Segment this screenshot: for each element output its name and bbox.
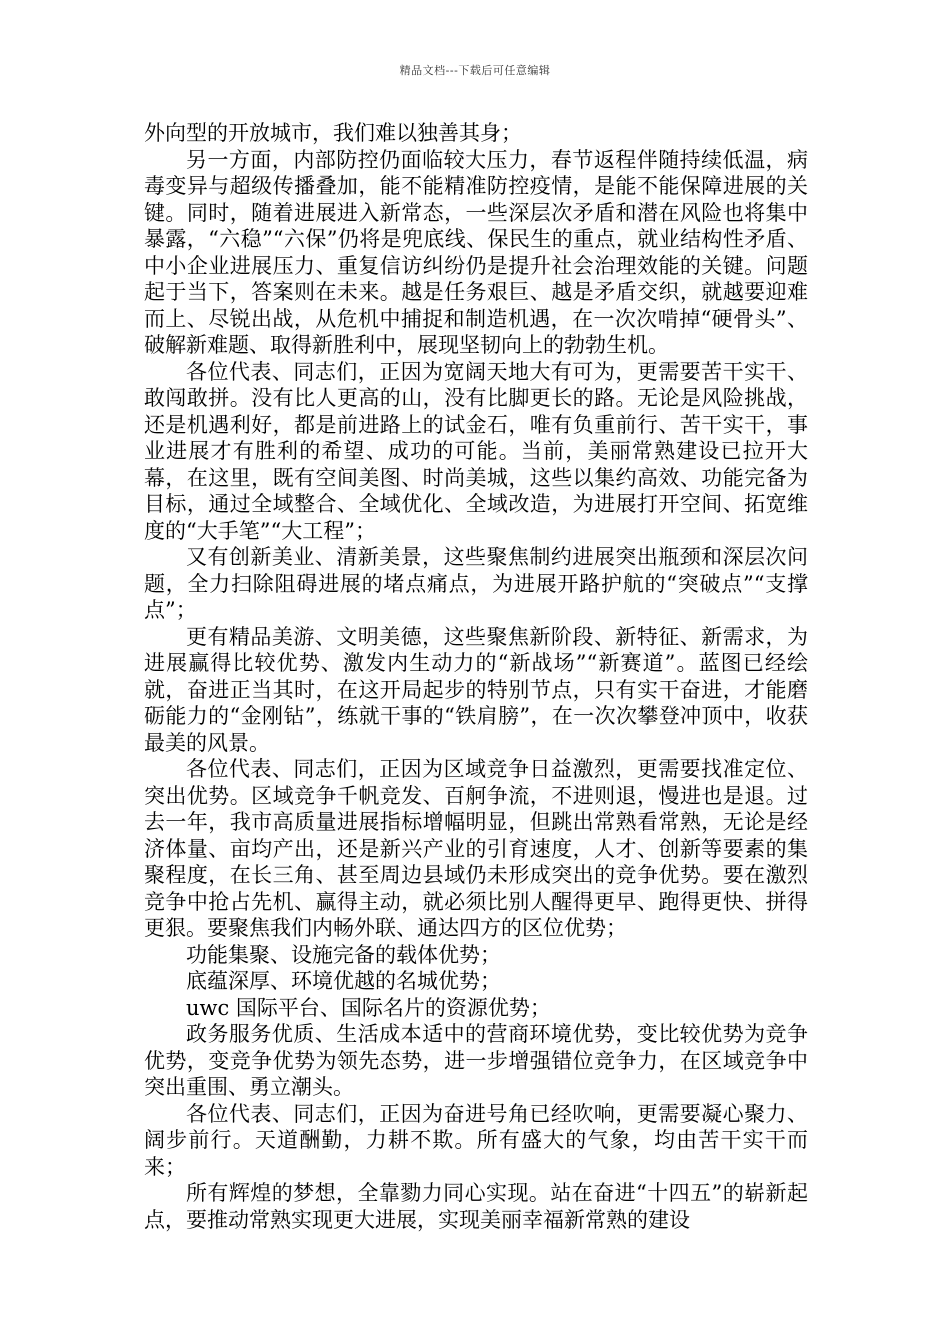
page-header: 精品文档---下载后可任意编辑	[399, 64, 551, 77]
paragraph-5: 更有精品美游、文明美德，这些聚焦新阶段、新特征、新需求，为进展赢得比较优势、激发内生动力的“新战场”“新赛道”。蓝图已经绘就，奋进正当其时，在这开局起步的特别节点，只有实干奋进，才能磨砺能力的“金刚钻”，练就干事的“铁肩膀”，在一次次攀登冲顶中，收获最美的风景。	[144, 624, 808, 755]
paragraph-6: 各位代表、同志们，正因为区域竞争日益激烈，更需要找准定位、突出优势。区域竞争千帆竞发、百舸争流，不进则退，慢进也是退。过去一年，我市高质量进展指标增幅明显，但跳出常熟看常熟，无论是经济体量、亩均产出，还是新兴产业的引育速度，人才、创新等要素的集聚程度，在长三角、甚至周边县域仍未形成突出的竞争优势。要在激烈竞争中抢占先机、赢得主动，就必须比别人醒得更早、跑得更快、拼得更狠。要聚焦我们内畅外联、通达四方的区位优势；	[144, 757, 808, 940]
paragraph-11: 各位代表、同志们，正因为奋进号角已经吹响，更需要凝心聚力、阔步前行。天道酬勤，力耕不欺。所有盛大的气象，均由苦干实干而来；	[144, 1101, 808, 1179]
paragraph-9: uwc 国际平台、国际名片的资源优势；	[186, 995, 551, 1020]
paragraph-12: 所有辉煌的梦想，全靠勠力同心实现。站在奋进“十四五”的崭新起点，要推动常熟实现更大进展，实现美丽幸福新常熟的建设	[144, 1181, 808, 1232]
document-body	[144, 120, 808, 1233]
paragraph-3: 各位代表、同志们，正因为宽阔天地大有可为，更需要苦干实干、敢闯敢拼。没有比人更高的山，没有比脚更长的路。无论是风险挑战，还是机遇利好，都是前进路上的试金石，唯有负重前行、苦干实干，事业进展才有胜利的希望、成功的可能。当前，美丽常熟建设已拉开大幕，在这里，既有空间美图、时尚美城，这些以集约高效、功能完备为目标，通过全域整合、全域优化、全域改造，为进展打开空间、拓宽维度的“大手笔”“大工程”；	[144, 359, 808, 543]
paragraph-4: 又有创新美业、清新美景，这些聚焦制约进展突出瓶颈和深层次问题，全力扫除阻碍进展的堵点痛点，为进展开路护航的“突破点”“支撑点”；	[144, 545, 808, 622]
paragraph-2: 另一方面，内部防控仍面临较大压力，春节返程伴随持续低温，病毒变异与超级传播叠加，能不能精准防控疫情，是能不能保障进展的关键。同时，随着进展进入新常态，一些深层次矛盾和潜在风险也将集中暴露，“六稳”“六保”仍将是兜底线、保民生的重点，就业结构性矛盾、中小企业进展压力、重复信访纠纷仍是提升社会治理效能的关键。问题起于当下，答案则在未来。越是任务艰巨、越是矛盾交织，就越要迎难而上、尽锐出战，从危机中捕捉和制造机遇，在一次次啃掉“硬骨头”、破解新难题、取得新胜利中，展现坚韧向上的勃勃生机。	[144, 147, 808, 357]
paragraph-7: 功能集聚、设施完备的载体优势；	[186, 942, 501, 967]
paragraph-1: 外向型的开放城市，我们难以独善其身；	[144, 121, 522, 145]
paragraph-10: 政务服务优质、生活成本适中的营商环境优势，变比较优势为竞争优势，变竞争优势为领先态势，进一步增强错位竞争力，在区域竞争中突出重围、勇立潮头。	[144, 1022, 808, 1099]
paragraph-8: 底蕴深厚、环境优越的名城优势；	[186, 969, 501, 993]
